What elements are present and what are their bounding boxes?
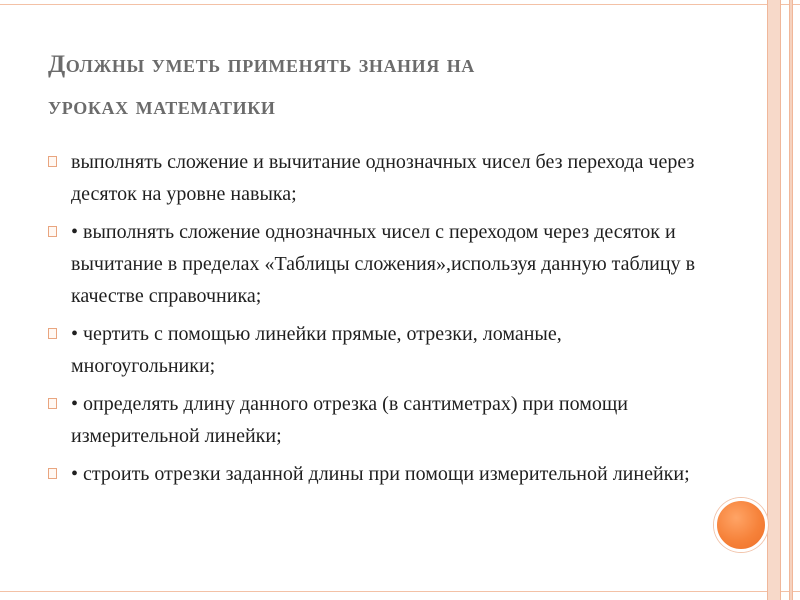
square-bullet-icon xyxy=(48,226,57,237)
square-bullet-icon xyxy=(48,398,57,409)
bottom-border-line xyxy=(0,591,800,592)
bullet-text: выполнять сложение и вычитание однозначных чисел без перехода через десяток на уровне навыка; xyxy=(71,151,695,205)
bullet-text: • чертить с помощью линейки прямые, отрезки, ломаные, многоугольники; xyxy=(71,323,562,377)
bullet-text: • строить отрезки заданной длины при помощи измерительной линейки; xyxy=(71,463,690,485)
slide-title-line-1: Должны уметь применять знания на xyxy=(48,51,475,78)
square-bullet-icon xyxy=(48,468,57,479)
bullet-text: • выполнять сложение однозначных чисел с переходом через десяток и вычитание в пределах «Таблицы сложения»,используя данную таблицу в качестве справочника; xyxy=(71,221,696,307)
slide-title-line-2: уроках математики xyxy=(48,93,276,120)
bullet-item xyxy=(48,318,708,382)
top-border-line xyxy=(0,4,800,5)
right-border-stripe xyxy=(767,0,781,600)
bullet-list xyxy=(48,146,708,496)
bullet-text: • определять длину данного отрезка (в сантиметрах) при помощи измерительной линейки; xyxy=(71,393,628,447)
bullet-item xyxy=(48,388,708,452)
slide-title xyxy=(48,44,728,128)
right-border-thin-stripe xyxy=(789,0,793,600)
bullet-item xyxy=(48,458,708,490)
orange-circle-decoration xyxy=(714,498,768,552)
bullet-item xyxy=(48,146,708,210)
square-bullet-icon xyxy=(48,328,57,339)
bullet-item xyxy=(48,216,708,312)
square-bullet-icon xyxy=(48,156,57,167)
